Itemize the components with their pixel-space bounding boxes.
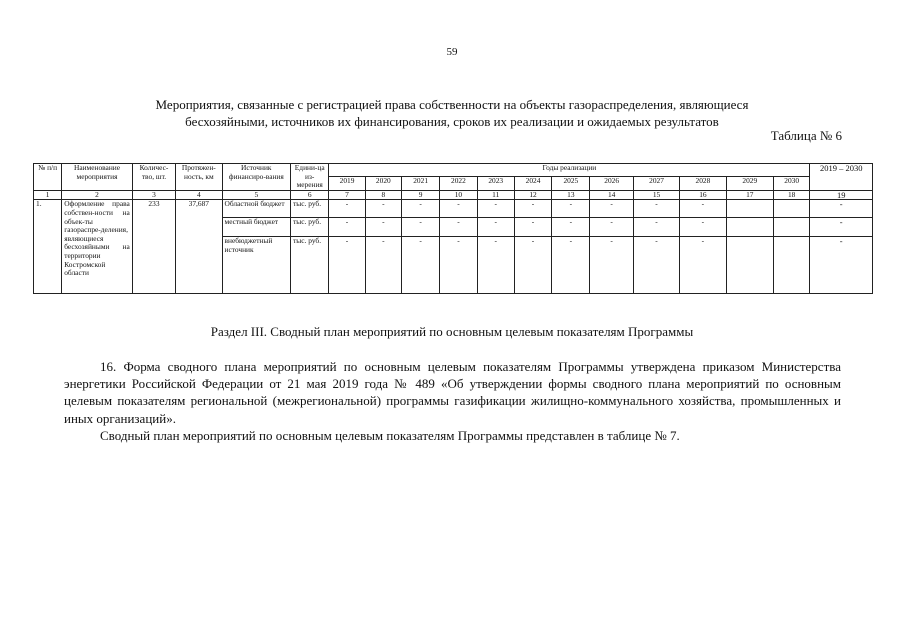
column-number: 2 (62, 190, 133, 200)
column-number: 8 (365, 190, 401, 200)
column-number: 7 (329, 190, 365, 200)
column-number: 16 (680, 190, 726, 200)
row-value: - (329, 237, 365, 294)
section-heading: Раздел III. Сводный план мероприятий по основным целевым показателям Программы (210, 324, 694, 339)
row-qty: 233 (132, 200, 175, 294)
column-number: 15 (633, 190, 679, 200)
body-text (64, 358, 841, 444)
page-number: 59 (446, 46, 458, 58)
column-number: 17 (726, 190, 773, 200)
column-number: 3 (132, 190, 175, 200)
row-value: - (329, 200, 365, 218)
header-year: 2027 (633, 177, 679, 190)
row-value: - (633, 237, 679, 294)
row-source: Областной бюджет (222, 200, 291, 218)
row-value: - (440, 200, 477, 218)
row-num: 1. (34, 200, 62, 294)
table-row (34, 200, 873, 218)
header-source: Источник финансиро-вания (222, 164, 291, 191)
row-unit: тыс. руб. (291, 237, 329, 294)
row-value: - (552, 237, 590, 294)
column-number: 11 (477, 190, 514, 200)
row-value: - (680, 200, 726, 218)
column-number-row (34, 190, 873, 200)
column-number: 6 (291, 190, 329, 200)
column-number: 13 (552, 190, 590, 200)
header-year: 2029 (726, 177, 773, 190)
row-value: - (552, 200, 590, 218)
row-value (726, 237, 773, 294)
column-number: 9 (401, 190, 439, 200)
row-value: - (477, 218, 514, 237)
row-value: - (514, 218, 551, 237)
row-value: - (477, 200, 514, 218)
row-value (773, 200, 809, 218)
row-value: - (365, 237, 401, 294)
row-value: - (552, 218, 590, 237)
row-value (726, 200, 773, 218)
header-length: Протяжен-ность, км (176, 164, 222, 191)
table-title-line-1: Мероприятия, связанные с регистрацией права собственности на объекты газораспределения, являющиеся (155, 97, 749, 112)
column-number: 18 (773, 190, 809, 200)
header-year: 2019 (329, 177, 365, 190)
row-value: - (680, 237, 726, 294)
header-year: 2022 (440, 177, 477, 190)
header-year: 2025 (552, 177, 590, 190)
row-source: местный бюджет (222, 218, 291, 237)
row-total: - (810, 237, 873, 294)
header-year: 2028 (680, 177, 726, 190)
table-header-row (34, 164, 873, 177)
column-number: 1 (34, 190, 62, 200)
row-value: - (514, 200, 551, 218)
row-value: - (440, 218, 477, 237)
row-value: - (590, 218, 633, 237)
row-value: - (365, 200, 401, 218)
row-value: - (401, 237, 439, 294)
row-value: - (680, 218, 726, 237)
column-number: 12 (514, 190, 551, 200)
row-value: - (440, 237, 477, 294)
row-value: - (401, 218, 439, 237)
row-source: внебюджетный источник (222, 237, 291, 294)
header-year: 2021 (401, 177, 439, 190)
row-value: - (590, 237, 633, 294)
row-unit: тыс. руб. (291, 218, 329, 237)
row-total: - (810, 200, 873, 218)
row-total: - (810, 218, 873, 237)
column-number: 19 (810, 190, 873, 200)
header-unit: Едини-ца из-мерения (291, 164, 329, 191)
row-value: - (365, 218, 401, 237)
row-name: Оформление права собствен-ности на объек-ты газораспре-деления, являющиеся бесхозяйными на территории Костромской области (62, 200, 133, 294)
header-year: 2026 (590, 177, 633, 190)
column-number: 5 (222, 190, 291, 200)
table-title-line-2: бесхозяйными, источников их финансирования, сроков их реализации и ожидаемых результатов (185, 114, 719, 129)
row-value (773, 237, 809, 294)
row-unit: тыс. руб. (291, 200, 329, 218)
row-value (773, 218, 809, 237)
header-year: 2020 (365, 177, 401, 190)
header-years-group: Годы реализации (329, 164, 810, 177)
header-year: 2030 (773, 177, 809, 190)
row-value (726, 218, 773, 237)
row-value: - (590, 200, 633, 218)
row-value: - (633, 200, 679, 218)
header-year: 2023 (477, 177, 514, 190)
header-name: Наименование мероприятия (62, 164, 133, 191)
row-length: 37,687 (176, 200, 222, 294)
row-value: - (514, 237, 551, 294)
row-value: - (401, 200, 439, 218)
row-value: - (477, 237, 514, 294)
events-table (33, 163, 873, 294)
row-value: - (329, 218, 365, 237)
table-title (80, 96, 824, 130)
header-num: № п/п (34, 164, 62, 191)
paragraph: Сводный план мероприятий по основным целевым показателям Программы представлен в таблице № 7. (100, 427, 680, 443)
column-number: 4 (176, 190, 222, 200)
header-qty: Количес-тво, шт. (132, 164, 175, 191)
row-value: - (633, 218, 679, 237)
column-number: 14 (590, 190, 633, 200)
column-number: 10 (440, 190, 477, 200)
table-caption: Таблица № 6 (770, 128, 842, 143)
header-total: 2019 – 2030 (810, 164, 873, 191)
header-year: 2024 (514, 177, 551, 190)
paragraph: 16. Форма сводного плана мероприятий по основным целевым показателям Программы утверждена приказом Министерства энергетики Российской Федерации от 21 мая 2019 года № 489 «Об утверждении формы сводного плана мероприятий по основным целевым показателям региональной (межрегиональной) программы газификации жилищно-коммунального хозяйства, промышленных и иных организаций». (64, 359, 841, 426)
